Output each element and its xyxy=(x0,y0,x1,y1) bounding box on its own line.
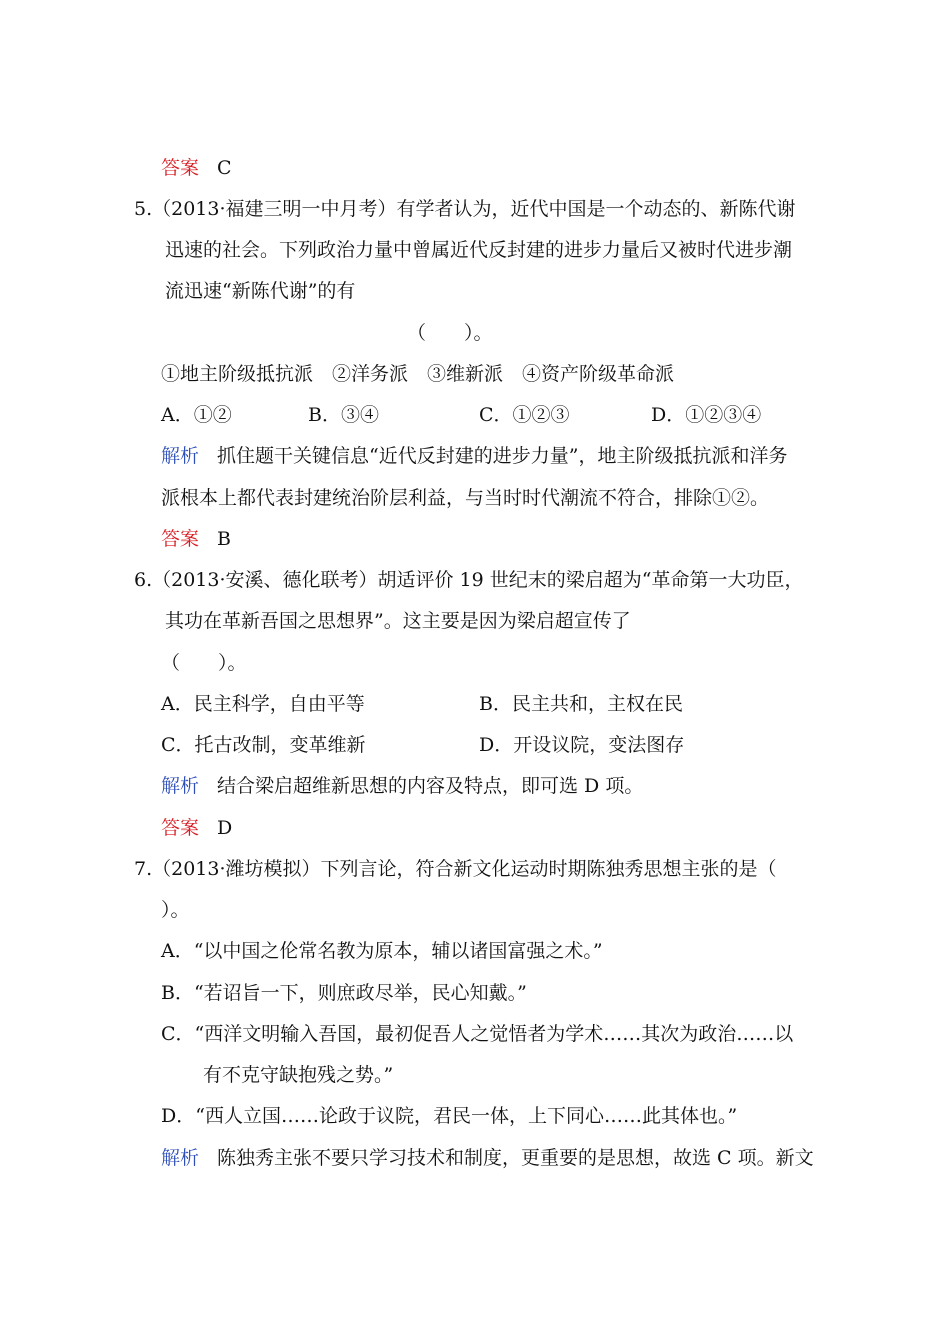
option-b: B．民主共和，主权在民 xyxy=(479,693,683,715)
question-7-stem-line-1: 7.（2013·潍坊模拟）下列言论，符合新文化运动时期陈独秀思想主张的是（ xyxy=(134,858,777,880)
analysis-tag: 解析 xyxy=(161,445,200,467)
option-c: C．①②③ xyxy=(479,404,570,426)
option-a: A．①② xyxy=(161,404,232,426)
answer-line xyxy=(161,527,231,551)
option-b: B．“若诏旨一下，则庶政尽举，民心知戴。” xyxy=(161,982,527,1004)
option-c-line-1: C．“西洋文明输入吾国，最初促吾人之觉悟者为学术……其次为政治……以 xyxy=(161,1023,794,1045)
analysis-text: 结合梁启超维新思想的内容及特点，即可选 D 项。 xyxy=(217,775,644,797)
question-5-stem-line-3: 流迅速“新陈代谢”的有 xyxy=(165,280,356,302)
analysis-text-2: 派根本上都代表封建统治阶层利益，与当时时代潮流不符合，排除①②。 xyxy=(161,487,770,509)
answer-value: B xyxy=(217,528,231,550)
analysis-line xyxy=(161,1146,814,1170)
answer-value: D xyxy=(217,817,233,839)
answer-tag: 答案 xyxy=(161,817,200,839)
option-a: A．“以中国之伦常名教为原本，辅以诸国富强之术。” xyxy=(161,940,603,962)
option-c: C．托古改制，变革维新 xyxy=(161,734,366,756)
answer-line xyxy=(161,816,232,840)
question-5-items: ①地主阶级抵抗派 ②洋务派 ③维新派 ④资产阶级革命派 xyxy=(161,363,675,385)
analysis-tag: 解析 xyxy=(161,775,200,797)
option-d: D．开设议院，变法图存 xyxy=(479,734,685,756)
option-d: D．“西人立国……论政于议院，君民一体，上下同心……此其体也。” xyxy=(161,1105,738,1127)
analysis-line xyxy=(161,444,787,468)
analysis-line xyxy=(161,774,643,798)
analysis-text: 陈独秀主张不要只学习技术和制度，更重要的是思想，故选 C 项。新文 xyxy=(217,1147,814,1169)
analysis-tag: 解析 xyxy=(161,1147,200,1169)
question-6-stem-line-1: 6.（2013·安溪、德化联考）胡适评价 19 世纪末的梁启超为“革命第一大功臣， xyxy=(134,569,804,591)
option-d: D．①②③④ xyxy=(651,404,762,426)
answer-line xyxy=(161,156,232,180)
question-6-stem-line-2: 其功在革新吾国之思想界”。这主要是因为梁启超宣传了 xyxy=(165,610,631,632)
answer-tag: 答案 xyxy=(161,528,200,550)
answer-tag: 答案 xyxy=(161,157,200,179)
question-5-bracket: （ ）。 xyxy=(407,322,493,344)
option-b: B．③④ xyxy=(308,404,379,426)
option-c-line-2: 有不克守缺抱残之势。” xyxy=(203,1064,394,1086)
option-a: A．民主科学，自由平等 xyxy=(161,693,365,715)
analysis-text-1: 抓住题干关键信息“近代反封建的进步力量”，地主阶级抵抗派和洋务 xyxy=(217,445,788,467)
answer-value: C xyxy=(217,157,232,179)
question-6-bracket: （ ）。 xyxy=(161,652,247,674)
question-5-stem-line-1: 5.（2013·福建三明一中月考）有学者认为，近代中国是一个动态的、新陈代谢 xyxy=(134,198,796,220)
question-7-stem-line-2: ）。 xyxy=(161,899,190,921)
question-5-stem-line-2: 迅速的社会。下列政治力量中曾属近代反封建的进步力量后又被时代进步潮 xyxy=(165,239,793,261)
